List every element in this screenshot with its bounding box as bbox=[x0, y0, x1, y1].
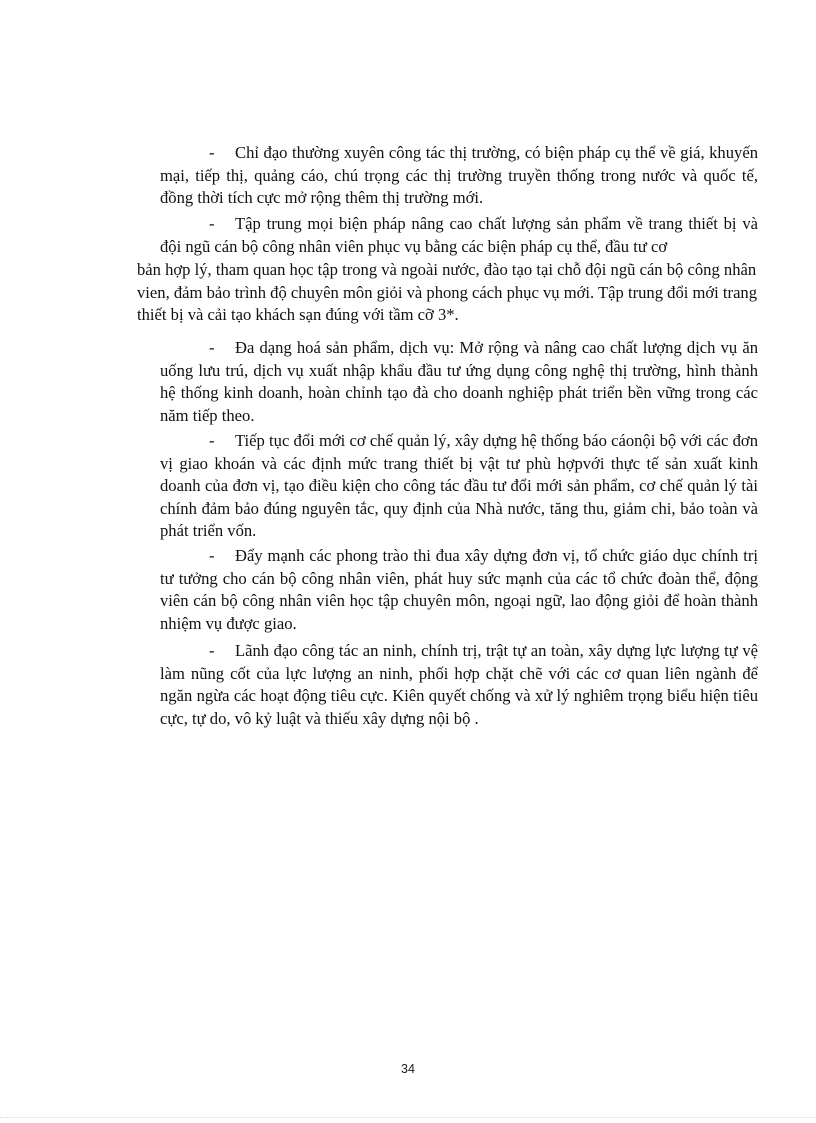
paragraph-text: Đẩy mạnh các phong trào thi đua xây dựng đơn vị, tổ chức giáo dục chính trị tư tưởng cho cán bộ công nhân viên, phát huy sức mạnh của các tổ chức đoàn thể, động viên cán bộ công nhân viên học tập chuyên môn, ngoại ngữ, lao động giỏi để hoàn thành nhiệm vụ được giao. bbox=[160, 546, 758, 633]
bullet-dash: - bbox=[209, 338, 215, 357]
paragraph-text: Chỉ đạo thường xuyên công tác thị trường, có biện pháp cụ thể về giá, khuyến mại, tiếp thị, quảng cáo, chú trọng các thị trường truyền thống trong nước và quốc tế, đồng thời tích cực mở rộng thêm thị trường mới. bbox=[160, 143, 758, 208]
paragraph-emulation-movement bbox=[160, 545, 758, 635]
paragraph-text: Tiếp tục đổi mới cơ chế quản lý, xây dựng hệ thống báo cáonội bộ với các đơn vị giao khoán và các định mức trang thiết bị vật tư phù hợpvới thực tế sản xuất kinh doanh của đơn vị, tạo điều kiện cho công tác đầu tư đổi mới sản phẩm, cơ chế quản lý tài chính đảm bảo đúng nguyên tắc, quy định của Nhà nước, tăng thu, giảm chi, bảo toàn và phát triển vốn. bbox=[160, 431, 758, 541]
paragraph-text: Tập trung mọi biện pháp nâng cao chất lượng sản phẩm về trang thiết bị và đội ngũ cán bộ công nhân viên phục vụ bằng các biện pháp cụ thể, đầu tư cơ bbox=[160, 214, 758, 256]
page-bottom-divider bbox=[0, 1117, 816, 1118]
paragraph-product-diversification bbox=[160, 337, 758, 427]
paragraph-quality-improvement-continuation: bản hợp lý, tham quan học tập trong và ngoài nước, đào tạo tại chỗ đội ngũ cán bộ công nhân vien, đảm bảo trình độ chuyên môn giỏi và phong cách phục vụ mới. Tập trung đổi mới trang thiết bị và cải tạo khách sạn đúng với tầm cỡ 3*. bbox=[137, 260, 758, 325]
bullet-dash: - bbox=[209, 143, 215, 162]
paragraph-market-direction bbox=[160, 142, 758, 210]
paragraph-text: Lãnh đạo công tác an ninh, chính trị, trật tự an toàn, xây dựng lực lượng tự vệ làm nũng cốt của lực lượng an ninh, phối hợp chặt chẽ với các cơ quan liên ngành để ngăn ngừa các hoạt động tiêu cực. Kiên quyết chống và xử lý nghiêm trọng biểu hiện tiêu cực, tự do, vô kỷ luật và thiếu xây dựng nội bộ . bbox=[160, 641, 758, 728]
paragraph-management-reform bbox=[160, 430, 758, 543]
bullet-dash: - bbox=[209, 546, 215, 565]
bullet-dash: - bbox=[209, 214, 215, 233]
paragraph-security-leadership bbox=[160, 640, 758, 730]
page-number: 34 bbox=[401, 1062, 415, 1076]
paragraph-text: Đa dạng hoá sản phẩm, dịch vụ: Mở rộng và nâng cao chất lượng dịch vụ ăn uống lưu trú, dịch vụ xuất nhập khẩu đầu tư ứng dụng công nghệ thị trường, hình thành hệ thống kinh doanh, hoàn chỉnh tạo đà cho doanh nghiệp phát triển bền vững trong các năm tiếp theo. bbox=[160, 338, 758, 425]
paragraph-quality-improvement bbox=[160, 213, 758, 258]
bullet-dash: - bbox=[209, 431, 215, 450]
bullet-dash: - bbox=[209, 641, 215, 660]
